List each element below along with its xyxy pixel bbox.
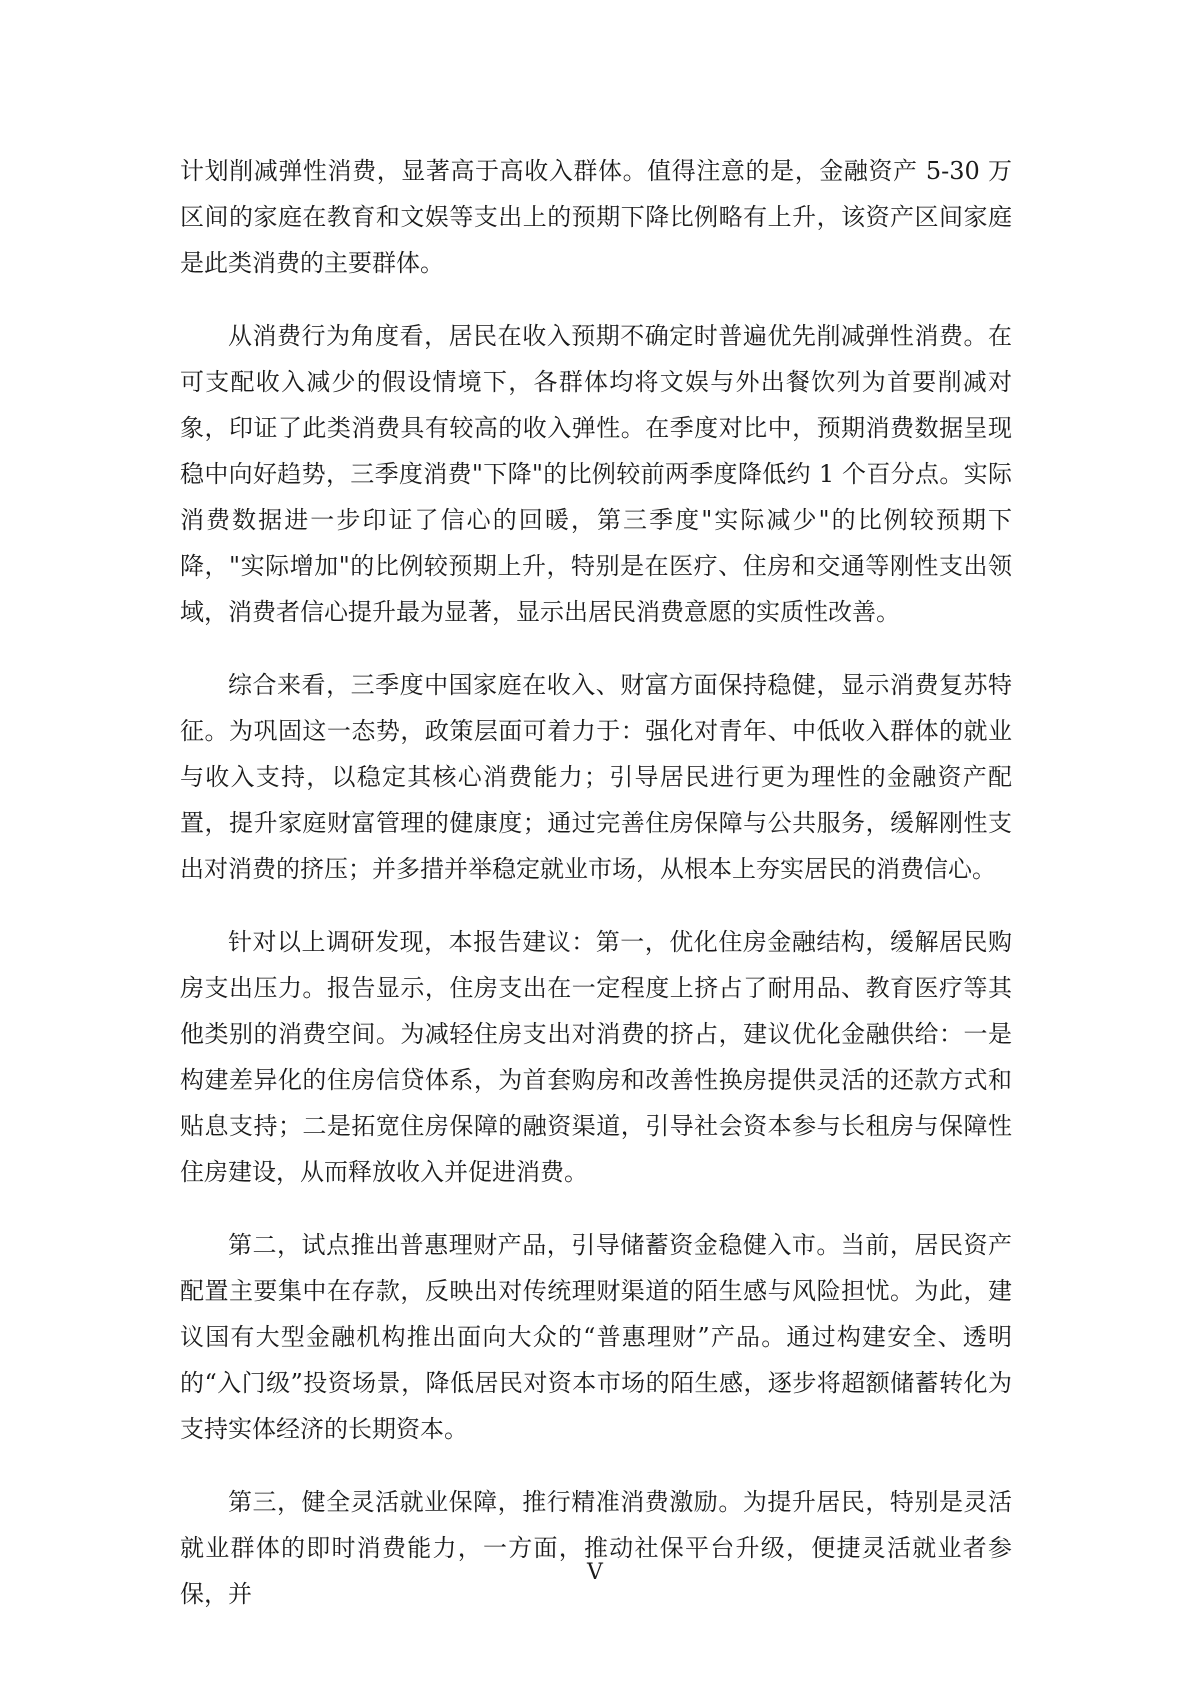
- paragraph-continuation: 计划削减弹性消费，显著高于高收入群体。值得注意的是，金融资产 5-30 万区间的家庭在教育和文娱等支出上的预期下降比例略有上升，该资产区间家庭是此类消费的主要群体。: [180, 157, 1012, 277]
- paragraph-consumer-behavior: 从消费行为角度看，居民在收入预期不确定时普遍优先削减弹性消费。在可支配收入减少的假设情境下，各群体均将文娱与外出餐饮列为首要削减对象，印证了此类消费具有较高的收入弹性。在季度对比中，预期消费数据呈现稳中向好趋势，三季度消费"下降"的比例较前两季度降低约 1 个百分点。实际消费数据进一步印证了信心的回暖，第三季度"实际减少"的比例较预期下降，"实际增加"的比例较预期上升，特别是在医疗、住房和交通等刚性支出领域，消费者信心提升最为显著，显示出居民消费意愿的实质性改善。: [180, 322, 1012, 626]
- page-number: V: [587, 1560, 603, 1585]
- paragraph-summary: 综合来看，三季度中国家庭在收入、财富方面保持稳健，显示消费复苏特征。为巩固这一态势，政策层面可着力于：强化对青年、中低收入群体的就业与收入支持，以稳定其核心消费能力；引导居民进行更为理性的金融资产配置，提升家庭财富管理的健康度；通过完善住房保障与公共服务，缓解刚性支出对消费的挤压；并多措并举稳定就业市场，从根本上夯实居民的消费信心。: [180, 671, 1012, 883]
- paragraph-recommendation-3: 第三，健全灵活就业保障，推行精准消费激励。为提升居民，特别是灵活就业群体的即时消费能力，一方面，推动社保平台升级，便捷灵活就业者参保，并: [180, 1488, 1012, 1608]
- paragraph-recommendation-2: 第二，试点推出普惠理财产品，引导储蓄资金稳健入市。当前，居民资产配置主要集中在存款，反映出对传统理财渠道的陌生感与风险担忧。为此，建议国有大型金融机构推出面向大众的“普惠理财”产品。通过构建安全、透明的“入门级”投资场景，降低居民对资本市场的陌生感，逐步将超额储蓄转化为支持实体经济的长期资本。: [180, 1231, 1012, 1443]
- body-text: [180, 148, 1012, 1644]
- paragraph-recommendation-1: 针对以上调研发现，本报告建议：第一，优化住房金融结构，缓解居民购房支出压力。报告显示，住房支出在一定程度上挤占了耐用品、教育医疗等其他类别的消费空间。为减轻住房支出对消费的挤占，建议优化金融供给：一是构建差异化的住房信贷体系，为首套购房和改善性换房提供灵活的还款方式和贴息支持；二是拓宽住房保障的融资渠道，引导社会资本参与长租房与保障性住房建设，从而释放收入并促进消费。: [180, 928, 1012, 1186]
